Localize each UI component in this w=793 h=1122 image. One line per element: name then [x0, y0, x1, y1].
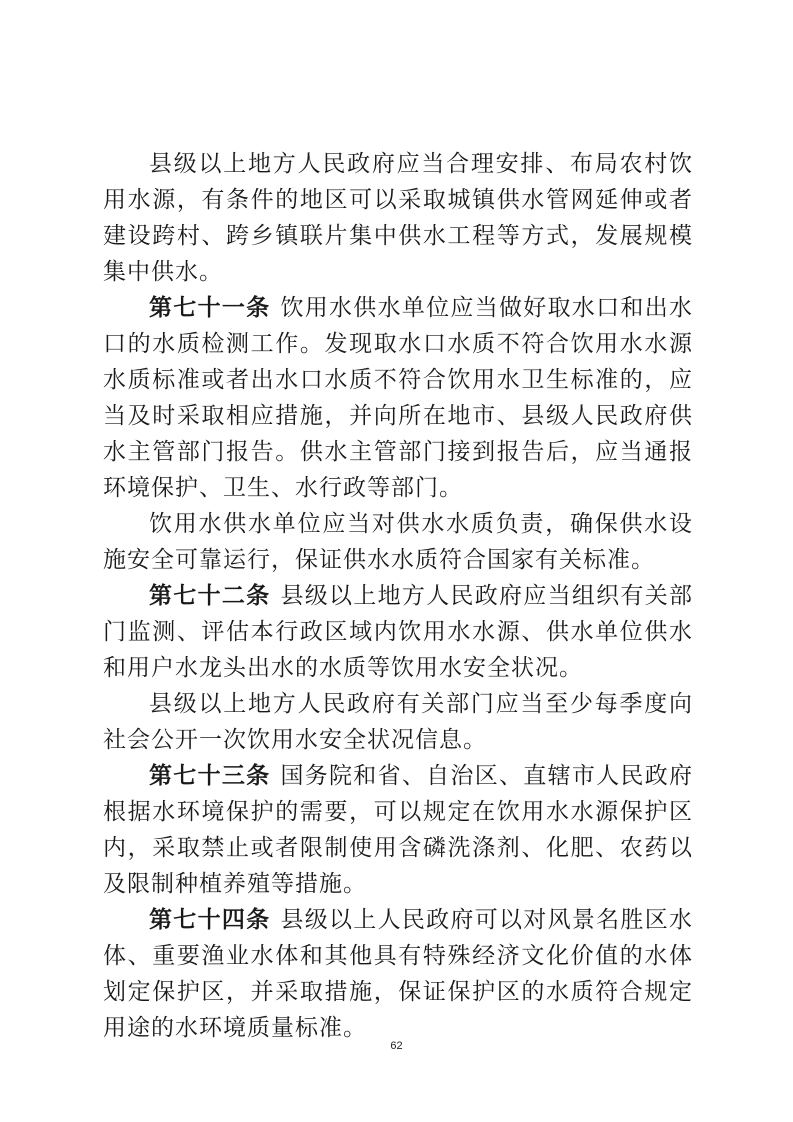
article-71-number: 第七十一条: [149, 295, 271, 321]
paragraph-article-73: [103, 758, 693, 902]
article-74-text: 县级以上人民政府可以对风景名胜区水体、重要渔业水体和其他具有特殊经济文化价值的水体划定保护区，并采取措施，保证保护区的水质符合规定用途的水环境质量标准。: [103, 907, 694, 1041]
paragraph-1-text: 县级以上地方人民政府应当合理安排、布局农村饮用水源，有条件的地区可以采取城镇供水管网延伸或者建设跨村、跨乡镇联片集中供水工程等方式，发展规模集中供水。: [103, 151, 693, 285]
paragraph-5-text: 县级以上地方人民政府有关部门应当至少每季度向社会公开一次饮用水安全状况信息。: [103, 691, 693, 753]
paragraph-article-74: [103, 902, 693, 1046]
article-72-text: 县级以上地方人民政府应当组织有关部门监测、评估本行政区域内饮用水水源、供水单位供水和用户水龙头出水的水质等饮用水安全状况。: [103, 583, 694, 681]
paragraph-3-text: 饮用水供水单位应当对供水水质负责，确保供水设施安全可靠运行，保证供水水质符合国家有关标准。: [103, 511, 693, 573]
document-body: [103, 146, 693, 1046]
article-74-number: 第七十四条: [149, 907, 271, 933]
article-72-number: 第七十二条: [149, 583, 271, 609]
paragraph-5: [103, 686, 693, 758]
article-73-number: 第七十三条: [149, 763, 271, 789]
page-number: 62: [390, 1040, 403, 1052]
paragraph-article-71: [103, 290, 693, 506]
paragraph-1: [103, 146, 693, 290]
paragraph-3: [103, 506, 693, 578]
article-71-text: 饮用水供水单位应当做好取水口和出水口的水质检测工作。发现取水口水质不符合饮用水水源水质标准或者出水口水质不符合饮用水卫生标准的，应当及时采取相应措施，并向所在地市、县级人民政府供水主管部门报告。供水主管部门接到报告后，应当通报环境保护、卫生、水行政等部门。: [103, 295, 694, 501]
paragraph-article-72: [103, 578, 693, 686]
article-73-text: 国务院和省、自治区、直辖市人民政府根据水环境保护的需要，可以规定在饮用水水源保护区内，采取禁止或者限制使用含磷洗涤剂、化肥、农药以及限制种植养殖等措施。: [103, 763, 694, 897]
